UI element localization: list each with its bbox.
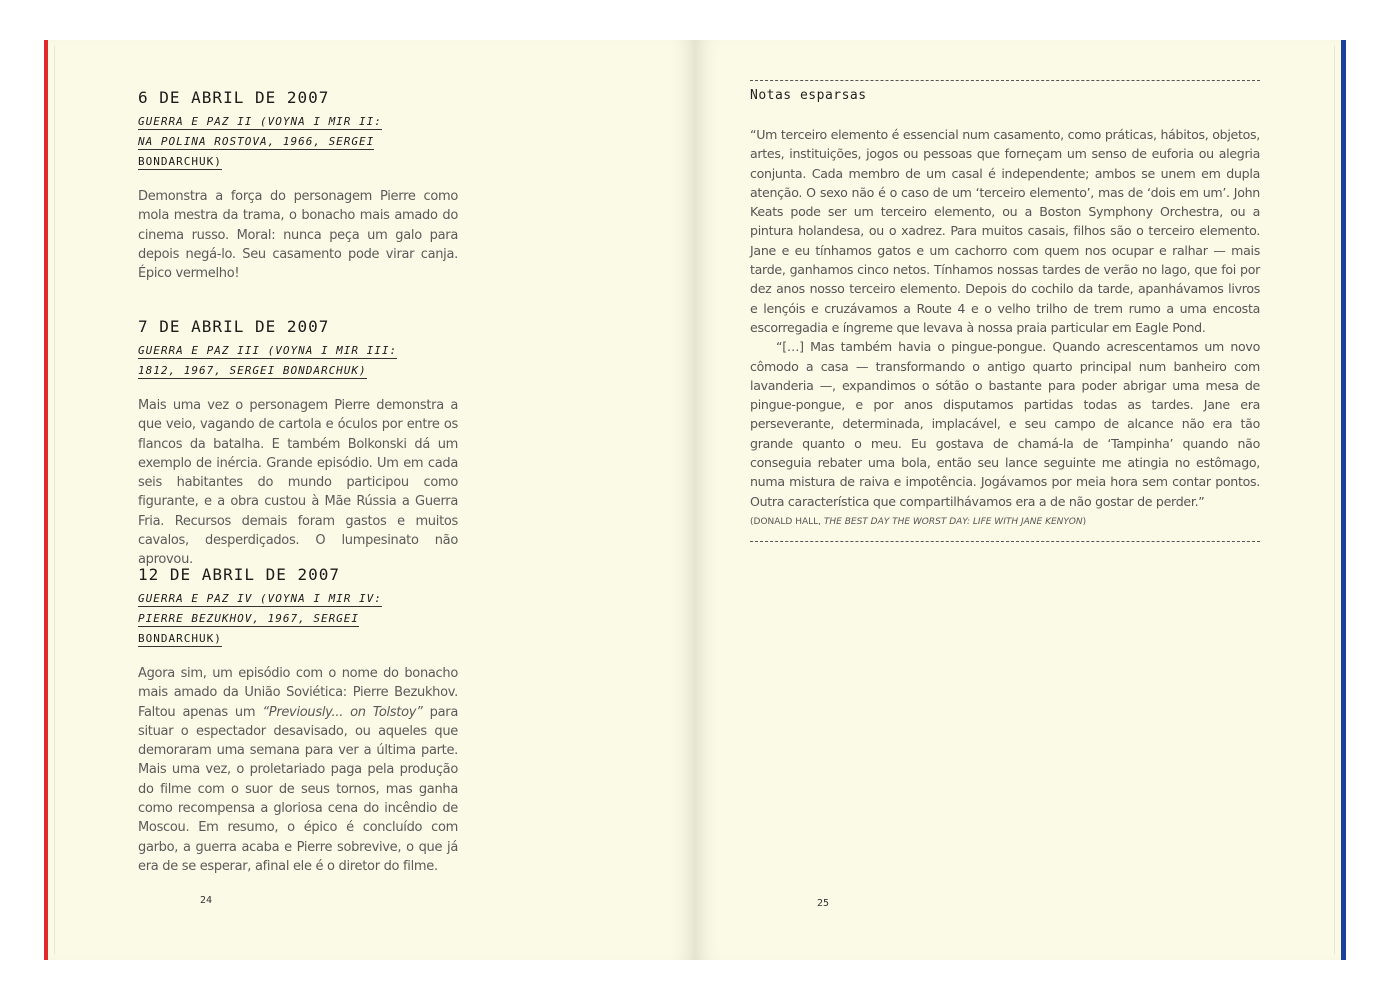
diary-entry	[138, 88, 458, 283]
entry-text: Demonstra a força do personagem Pierre como mola mestra da trama, o bonacho mais amado do cinema russo. Moral: nunca peça um galo para depois negá-lo. Seu casamento pode virar canja. Épico vermelho!	[138, 189, 458, 282]
entry-date: 12 DE ABRIL DE 2007	[138, 565, 341, 584]
film-title-line: BONDARCHUK)	[138, 632, 222, 645]
page-number: 25	[817, 898, 830, 909]
page-edges	[1324, 46, 1335, 954]
quote-source: (DONALD HALL, THE BEST DAY THE WORST DAY: LIFE WITH JANE KENYON)	[750, 516, 1087, 527]
notes-title: Notas esparsas	[750, 88, 867, 103]
page-edges	[54, 46, 65, 954]
film-title-line: NA POLINA ROSTOVA, 1966, SERGEI	[138, 135, 375, 148]
diary-entry	[138, 565, 458, 876]
quote-paragraph: “Um terceiro elemento é essencial num casamento, como práticas, hábitos, objetos, artes, instituições, jogos ou pessoas que forneçam um senso de euforia ou alegria conjunta. Cada membro de um casal é independente; ambos se unem em dupla atenção. O sexo não é o caso de um ‘terceiro elemento’, mas de ‘dois em um’. John Keats pode ser um terceiro elemento, ou a Boston Symphony Orchestra, ou a pintura holandesa, ou o xadrez. Para muitos casais, filhos são o terceiro elemento. Jane e eu tínhamos gatos e um cachorro com quem nos ocupar e ralhar — mais tarde, ganhamos cinco netos. Tínhamos nossas tardes de verão no lago, que foi por dez anos nosso terceiro elemento. Depois do cochilo da tarde, apanhávamos livros e lençóis e cruzávamos a Route 4 e o velho trilho de trem rumo a uma encosta escorregadia e íngreme que levava à nossa praia particular em Eagle Pond.	[750, 127, 1260, 335]
film-title-line: BONDARCHUK)	[138, 155, 222, 168]
diary-entry	[138, 317, 458, 570]
film-title-line: GUERRA E PAZ IV (VOYNA I MIR IV:	[138, 592, 382, 605]
entry-text: Agora sim, um episódio com o nome do bonacho mais amado da União Soviética: Pierre Bezukhov. Faltou apenas um “Previously... on Tolstoy” para situar o espectador desavisado, ou aqueles que demoraram uma semana para ver a última parte. Mais uma vez, o proletariado paga pela produção do filme com o suor de seus tornos, mas ganha como recompensa a gloriosa cena do incêndio de Moscou. Em resumo, o épico é concluído com garbo, a guerra acaba e Pierre sobrevive, o que já era de se esperar, afinal ele é o diretor do filme.	[138, 666, 458, 874]
notes-box	[750, 80, 1260, 542]
film-title-line: GUERRA E PAZ III (VOYNA I MIR III:	[138, 344, 398, 357]
dashed-divider	[750, 541, 1260, 542]
left-page	[44, 40, 695, 960]
quote-block	[750, 125, 1260, 511]
page-number: 24	[200, 895, 213, 906]
quote-paragraph: “[…] Mas também havia o pingue-pongue. Quando acrescentamos um novo cômodo a casa — transformando o antigo quarto principal num banheiro com lavanderia —, expandimos o sótão o bastante para poder abrigar uma mesa de pingue-pongue, e por anos disputamos partidas todas as tardes. Jane era perseverante, determinada, implacável, e seu campo de alcance não era tão grande quanto o meu. Eu gostava de chamá-la de ‘Tampinha’ quando não conseguia rebater uma bola, então seu lance seguinte me atingia no estômago, numa mistura de raiva e impotência. Jogávamos por meia hora sem contar pontos. Outra característica que compartilhávamos era a de não gostar de perder.”	[750, 339, 1260, 509]
open-book	[44, 40, 1346, 960]
right-page	[695, 40, 1346, 960]
entry-date: 6 DE ABRIL DE 2007	[138, 88, 330, 107]
entry-date: 7 DE ABRIL DE 2007	[138, 317, 330, 336]
film-title-line: GUERRA E PAZ II (VOYNA I MIR II:	[138, 115, 382, 128]
entry-text: Mais uma vez o personagem Pierre demonstra a que veio, vagando de cartola e óculos por entre os flancos da batalha. E também Bolkonski dá um exemplo de inércia. Grande episódio. Um em cada seis habitantes do mundo participou como figurante, e a obra custou à Mãe Rússia a Guerra Fria. Recursos demais foram gastos e muitos cavalos, desperdiçados. O lumpesinato não aprovou.	[138, 398, 458, 568]
film-title-line: 1812, 1967, SERGEI BONDARCHUK)	[138, 364, 367, 377]
film-title-line: PIERRE BEZUKHOV, 1967, SERGEI	[138, 612, 360, 625]
dashed-divider	[750, 80, 1260, 81]
